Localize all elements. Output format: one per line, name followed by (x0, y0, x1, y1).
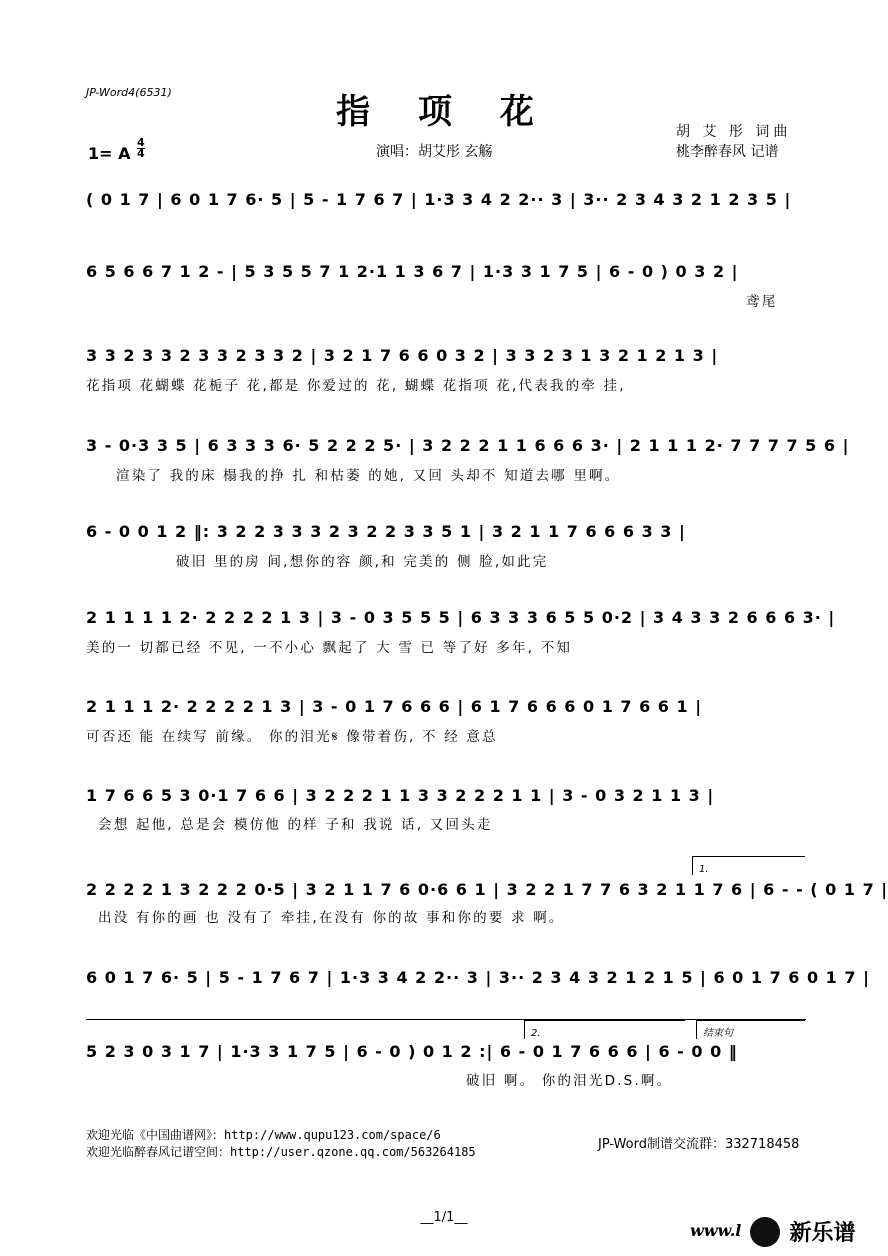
score-row-5: 6 - 0 0 1 2 ‖: 3 2 2 3 3 3 2 3 2 2 3 3 5 1 | 3 2 1 1 7 6 6 6 3 3 | (86, 522, 686, 541)
score-row-3: 3 3 2 3 3 2 3 3 2 3 3 2 | 3 2 1 7 6 6 0 3 2 | 3 3 2 3 1 3 2 1 2 1 3 | (86, 346, 719, 365)
volta-label-ending: 结束句 (703, 1028, 733, 1039)
singer-credit: 演唱：胡艾彤 玄觞 (376, 144, 493, 160)
qq-group: JP-Word制谱交流群：332718458 (598, 1137, 800, 1152)
footer-link-qzone[interactable]: 欢迎光临醉春风记谱空间：http://user.qzone.qq.com/563264185 (86, 1145, 476, 1159)
record-disc-icon (750, 1217, 780, 1247)
time-signature-top: 4 (137, 136, 145, 149)
logo-url: www.l (690, 1221, 742, 1240)
score-row-7: 2 1 1 1 2· 2 2 2 2 1 3 | 3 - 0 1 7 6 6 6 | 6 1 7 6 6 6 0 1 7 6 6 1 | (86, 697, 703, 716)
lyric-row-8: 出没 有你的画 也 没有了 牵挂,在没有 你的故 事和你的要 求 啊。 (98, 910, 565, 926)
lyric-row-4: 破旧 里的房 间,想你的容 颜,和 完美的 侧 脸,如此完 (176, 554, 549, 570)
score-row-9: 2 2 2 2 1 3 2 2 2 0·5 | 3 2 1 1 7 6 0·6 6 1 | 3 2 2 1 7 7 6 3 2 1 1 7 6 | 6 - - ( 0 1 7 | (86, 880, 888, 899)
lyric-row-9: 破旧 啊。 你的泪光D.S.啊。 (466, 1073, 673, 1089)
score-row-6: 2 1 1 1 1 2· 2 2 2 2 1 3 | 3 - 0 3 5 5 5 | 6 3 3 3 6 5 5 0·2 | 3 4 3 3 2 6 6 6 3· | (86, 608, 836, 627)
volta-bracket-2 (524, 1020, 685, 1039)
page-number-text: 1/1 (433, 1210, 455, 1225)
time-signature-bottom: 4 (137, 147, 145, 160)
lyric-row-1: 鸢尾 (746, 294, 778, 310)
score-row-2: 6 5 6 6 7 1 2 - | 5 3 5 5 7 1 2·1 1 3 6 7 | 1·3 3 1 7 5 | 6 - 0 ) 0 3 2 | (86, 262, 739, 281)
site-logo[interactable] (690, 1216, 856, 1247)
score-row-10: 6 0 1 7 6· 5 | 5 - 1 7 6 7 | 1·3 3 4 2 2·· 3 | 3·· 2 3 4 3 2 1 2 1 5 | 6 0 1 7 6 0 1 7 | (86, 968, 870, 987)
lyric-row-7: 会想 起他, 总是会 模仿他 的样 子和 我说 话, 又回头走 (98, 817, 493, 833)
volta-bracket-ending (696, 1020, 805, 1039)
song-title: 指 项 花 (336, 92, 552, 132)
footer-link-qupu[interactable]: 欢迎光临《中国曲谱网》：http://www.qupu123.com/space/6 (86, 1128, 441, 1142)
score-row-8: 1 7 6 6 5 3 0·1 7 6 6 | 3 2 2 2 1 1 3 3 2 2 2 1 1 | 3 - 0 3 2 1 1 3 | (86, 786, 715, 805)
time-signature (137, 138, 145, 159)
software-version: JP-Word4(6531) (86, 86, 172, 99)
lyric-row-5: 美的一 切都已经 不见, 一不小心 飘起了 大 雪 已 等了好 多年, 不知 (86, 640, 573, 656)
composer-credit: 胡 艾 彤 词曲 (676, 124, 792, 140)
logo-text: 新乐谱 (789, 1221, 856, 1246)
lyric-row-6: 可否还 能 在续写 前缘。 你的泪光𝄋 像带着伤, 不 经 意总 (86, 729, 498, 745)
score-row-1: ( 0 1 7 | 6 0 1 7 6· 5 | 5 - 1 7 6 7 | 1·3 3 4 2 2·· 3 | 3·· 2 3 4 3 2 1 2 3 5 | (86, 190, 792, 209)
transcriber-credit: 桃李醉春风 记谱 (676, 144, 779, 160)
key-signature: 1= A (88, 144, 131, 163)
lyric-row-2: 花指项 花蝴蝶 花栀子 花,都是 你爱过的 花, 蝴蝶 花指项 花,代表我的牵 挂, (86, 378, 626, 394)
volta-label-1: 1. (699, 864, 709, 875)
volta-bracket-1 (692, 856, 805, 875)
score-row-4: 3 - 0·3 3 5 | 6 3 3 3 6· 5 2 2 2 5· | 3 2 2 2 1 1 6 6 6 3· | 2 1 1 1 2· 7 7 7 7 5 6 | (86, 436, 850, 455)
score-row-11: 5 2 3 0 3 1 7 | 1·3 3 1 7 5 | 6 - 0 ) 0 1 2 :| 6 - 0 1 7 6 6 6 | 6 - 0 0 ‖ (86, 1042, 738, 1061)
lyric-row-3: 渲染了 我的床 榻我的挣 扎 和枯萎 的她, 又回 头却不 知道去哪 里啊。 (116, 468, 621, 484)
volta-label-2: 2. (531, 1028, 541, 1039)
page-number: __1/1__ (420, 1210, 468, 1225)
